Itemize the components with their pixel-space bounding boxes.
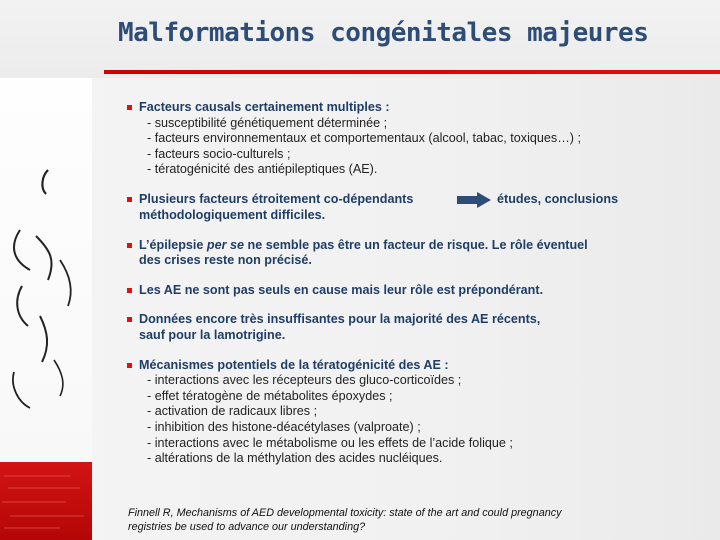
bullet-heading: [139, 238, 705, 254]
list-item: - interactions avec le métabolisme ou les effets de l’acide folique ;: [147, 435, 513, 450]
list-item: - interactions avec les récepteurs des gluco-corticoïdes ;: [147, 373, 462, 388]
bullet-marker: [127, 363, 132, 368]
list-item: - activation de radicaux libres ;: [147, 404, 318, 419]
bullet-text-part: ne semble pas être un facteur de risque. Le rôle éventuel: [244, 237, 588, 252]
bullet-heading: Facteurs causals certainement multiples :: [139, 100, 390, 114]
list-item: - effet tératogène de métabolites époxydes ;: [147, 388, 393, 403]
line-drawing-figure: [0, 110, 92, 450]
bullet-text-part: L’épilepsie: [139, 237, 207, 252]
title-underline: [104, 70, 720, 74]
bullet-heading-right: études, conclusions: [497, 191, 619, 206]
bullet-marker: [127, 288, 132, 293]
bullet-heading-line2: sauf pour la lamotrigine.: [139, 327, 286, 342]
bullet-mechanisms: [115, 358, 705, 467]
bullet-epilepsy-risk: [115, 238, 705, 269]
list-item: - susceptibilité génétiquement déterminée ;: [147, 115, 388, 130]
bullet-marker: [127, 243, 132, 248]
red-block-texture: [0, 462, 92, 540]
list-item: - facteurs socio-culturels ;: [147, 146, 291, 161]
bullet-insufficient-data: [115, 312, 705, 343]
bullet-heading-line2: des crises reste non précisé.: [139, 253, 312, 268]
red-corner-block: [0, 462, 92, 540]
bullet-heading-left: Plusieurs facteurs étroitement co-dépendants: [139, 191, 414, 206]
bullet-text-italic: per se: [206, 237, 245, 252]
bullet-marker: [127, 105, 132, 110]
bullet-ae-role: [115, 283, 705, 299]
slide-title: Malformations congénitales majeures: [118, 18, 649, 48]
reference-line: Finnell R, Mechanisms of AED developmental toxicity: state of the art and could pregnancy: [128, 507, 562, 519]
bullet-causal-factors: [115, 100, 705, 178]
bullet-codependent-factors: [115, 192, 705, 224]
reference-citation: [128, 506, 688, 534]
list-item: - inhibition des histone-déacétylases (valproate) ;: [147, 419, 421, 434]
list-item: - altérations de la méthylation des acides nucléiques.: [147, 451, 443, 466]
bullet-marker: [127, 197, 132, 202]
bullet-heading: Mécanismes potentiels de la tératogénicité des AE :: [139, 357, 449, 372]
bullet-marker: [127, 317, 132, 322]
list-item: - facteurs environnementaux et comportementaux (alcool, tabac, toxiques…) ;: [147, 131, 581, 146]
list-item: - tératogénicité des antiépileptiques (AE).: [147, 162, 378, 177]
bullet-heading-line2: méthodologiquement difficiles.: [139, 207, 326, 222]
bullet-heading: Les AE ne sont pas seuls en cause mais leur rôle est prépondérant.: [139, 282, 544, 297]
bullet-heading: Données encore très insuffisantes pour la majorité des AE récents,: [139, 312, 541, 327]
slide-content: [115, 100, 705, 481]
reference-line: registries be used to advance our understanding?: [128, 521, 366, 533]
right-arrow-icon: [457, 192, 491, 208]
